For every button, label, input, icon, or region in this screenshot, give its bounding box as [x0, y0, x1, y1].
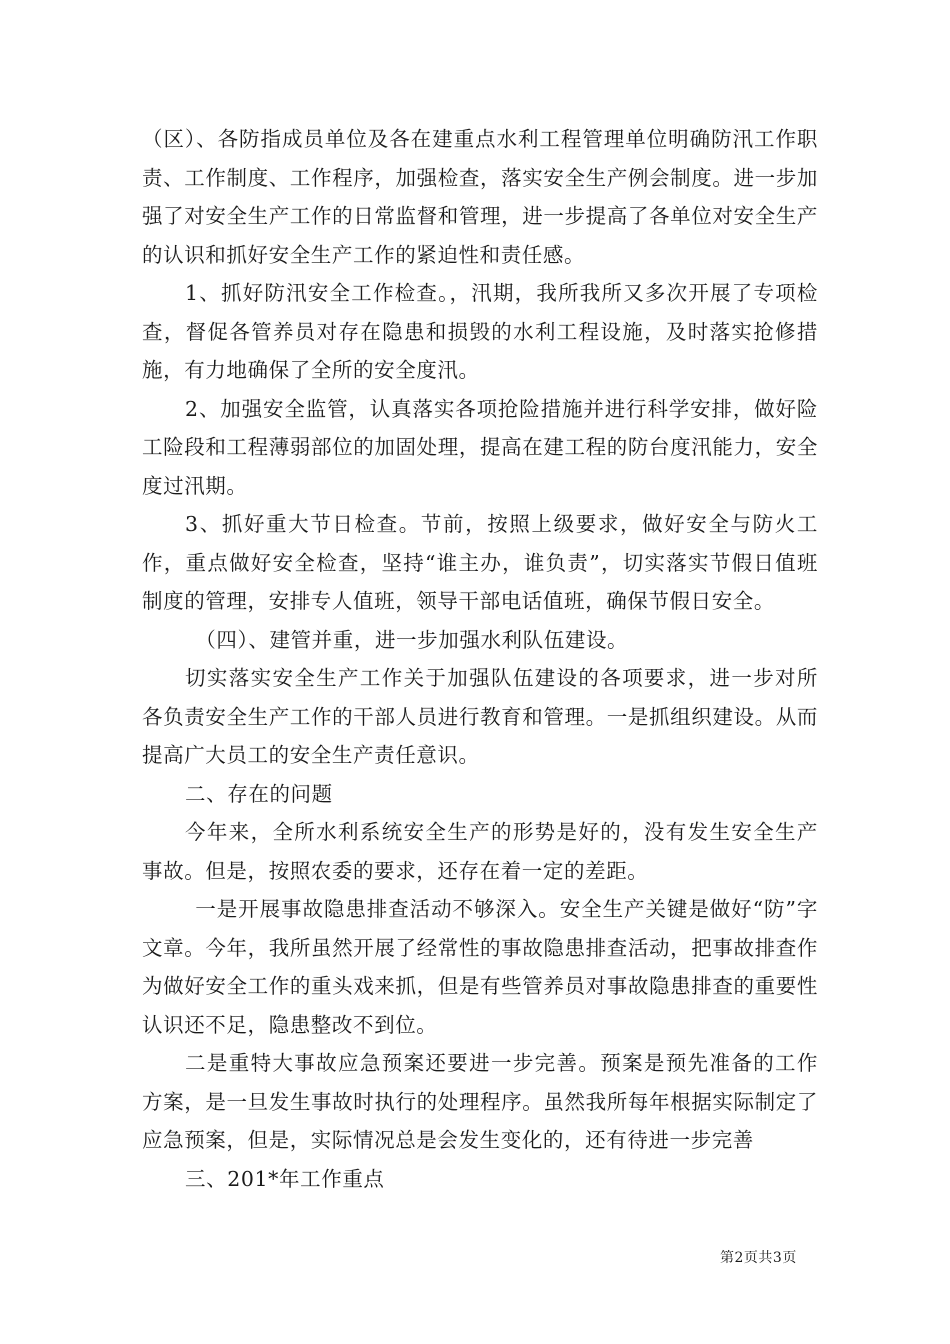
paragraph-problem-2: 二是重特大事故应急预案还要进一步完善。预案是预先准备的工作方案，是一旦发生事故时执行的处理程序。虽然我所每年根据实际制定了应急预案，但是，实际情况总是会发生变化的，还有待进一步完善	[142, 1051, 818, 1152]
paragraph-continued: （区）、各防指成员单位及各在建重点水利工程管理单位明确防汛工作职责、工作制度、工作程序，加强检查，落实安全生产例会制度。进一步加强了对安全生产工作的日常监督和管理，进一步提高了各单位对安全生产的认识和抓好安全生产工作的紧迫性和责任感。	[142, 127, 818, 267]
paragraph-problem-1: 一是开展事故隐患排查活动不够深入。安全生产关键是做好“防”字文章。今年，我所虽然开展了经常性的事故隐患排查活动，把事故排查作为做好安全工作的重头戏来抓，但是有些管养员对事故隐患排查的重要性认识还不足，隐患整改不到位。	[142, 897, 818, 1037]
section-heading-4: （四）、建管并重，进一步加强水利队伍建设。	[195, 627, 629, 652]
section-heading-work-focus: 三、201*年工作重点	[185, 1166, 385, 1191]
paragraph-item-2: 2、加强安全监管，认真落实各项抢险措施并进行科学安排，做好险工险段和工程薄弱部位的加固处理，提高在建工程的防台度汛能力，安全度过汛期。	[142, 396, 818, 498]
paragraph-problems-intro: 今年来，全所水利系统安全生产的形势是好的，没有发生安全生产事故。但是，按照农委的要求，还存在着一定的差距。	[142, 820, 818, 883]
paragraph-item-3: 3、抓好重大节日检查。节前，按照上级要求，做好安全与防火工作，重点做好安全检查，坚持“谁主办，谁负责”，切实落实节假日值班制度的管理，安排专人值班，领导干部电话值班，确保节假日安全。	[142, 512, 818, 613]
document-body	[142, 120, 818, 1198]
page-number-footer: 第2页共3页	[720, 1250, 797, 1266]
paragraph-item-1: 1、抓好防汛安全工作检查。，汛期，我所我所又多次开展了专项检查，督促各管养员对存在隐患和损毁的水利工程设施，及时落实抢修措施，有力地确保了全所的安全度汛。	[142, 281, 818, 382]
section-heading-problems: 二、存在的问题	[185, 781, 333, 806]
paragraph-team-building: 切实落实安全生产工作关于加强队伍建设的各项要求，进一步对所各负责安全生产工作的干部人员进行教育和管理。一是抓组织建设。从而提高广大员工的安全生产责任意识。	[142, 666, 818, 767]
